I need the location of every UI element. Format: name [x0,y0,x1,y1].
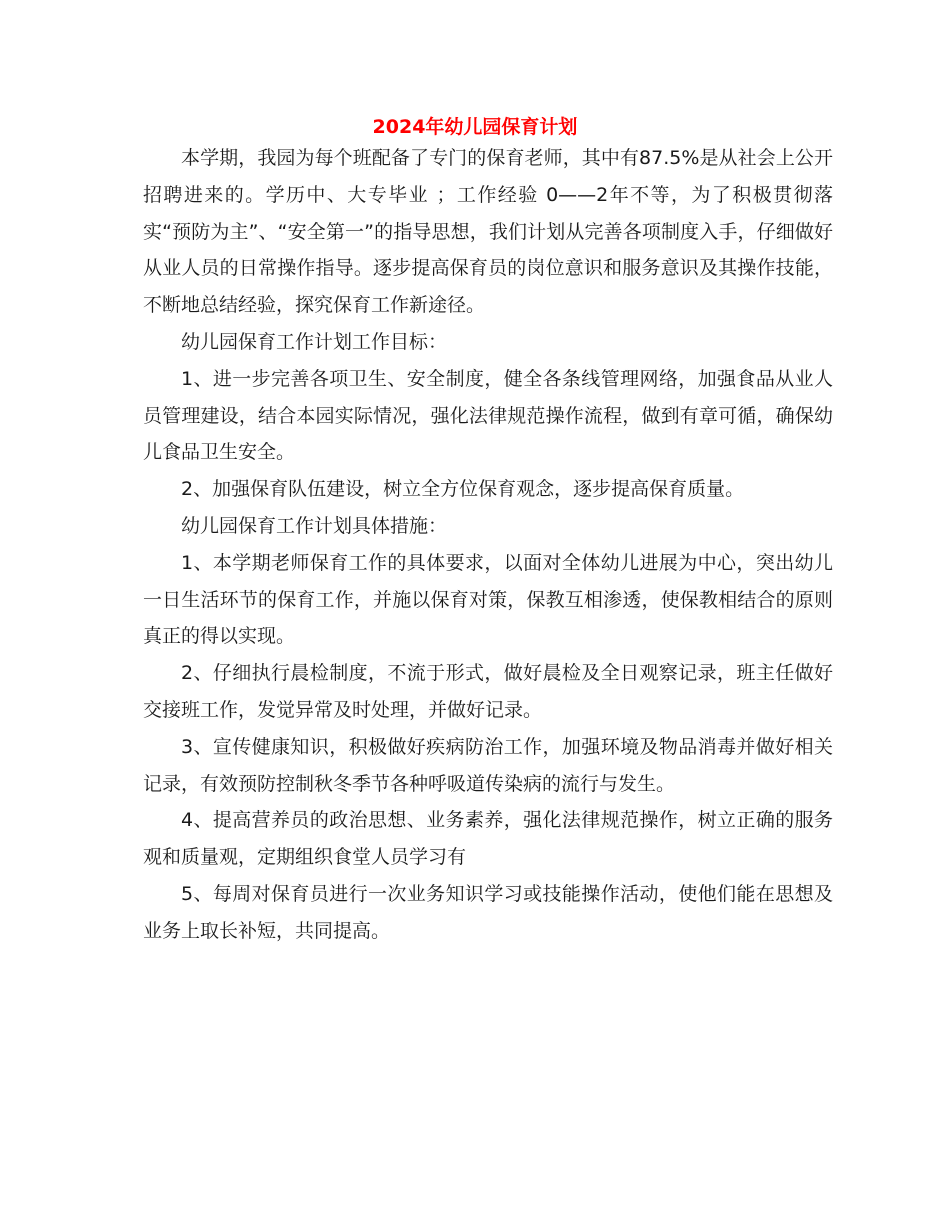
paragraph-intro: 本学期，我园为每个班配备了专门的保育老师，其中有87.5%是从社会上公开招聘进来的。学历中、大专毕业 ；工作经验 0——2年不等，为了积极贯彻落实“预防为主”、“安全第一”的指导思想，我们计划从完善各项制度入手，仔细做好从业人员的日常操作指导。逐步提高保育员的岗位意识和服务意识及其操作技能，不断地总结经验，探究保育工作新途径。 [143,147,833,317]
heading-goals: 幼儿园保育工作计划工作目标： [181,330,448,353]
paragraph-measure-5: 5、每周对保育员进行一次业务知识学习或技能操作活动，使他们能在思想及业务上取长补短，共同提高。 [143,882,833,942]
paragraph-goal-1: 1、进一步完善各项卫生、安全制度，健全各条线管理网络，加强食品从业人员管理建设，结合本园实际情况，强化法律规范操作流程，做到有章可循，确保幼儿食品卫生安全。 [143,367,833,464]
paragraph-measure-4: 4、提高营养员的政治思想、业务素养，强化法律规范操作，树立正确的服务观和质量观，定期组织食堂人员学习有 [143,809,833,869]
paragraph-measure-2: 2、仔细执行晨检制度，不流于形式，做好晨检及全日观察记录，班主任做好交接班工作，发觉异常及时处理，并做好记录。 [143,662,833,721]
document-title: 2024年幼儿园保育计划 [372,116,578,138]
paragraph-goal-2: 2、加强保育队伍建设，树立全方位保育观念，逐步提高保育质量。 [181,478,745,501]
paragraph-measure-1: 1、本学期老师保育工作的具体要求，以面对全体幼儿进展为中心，突出幼儿一日生活环节的保育工作，并施以保育对策，保教互相渗透，使保教相结合的原则真正的得以实现。 [143,551,833,648]
paragraph-measure-3: 3、宣传健康知识，积极做好疾病防治工作，加强环境及物品消毒并做好相关记录，有效预防控制秋冬季节各种呼吸道传染病的流行与发生。 [143,735,833,795]
document-body [143,140,833,950]
heading-measures: 幼儿园保育工作计划具体措施： [181,514,448,537]
